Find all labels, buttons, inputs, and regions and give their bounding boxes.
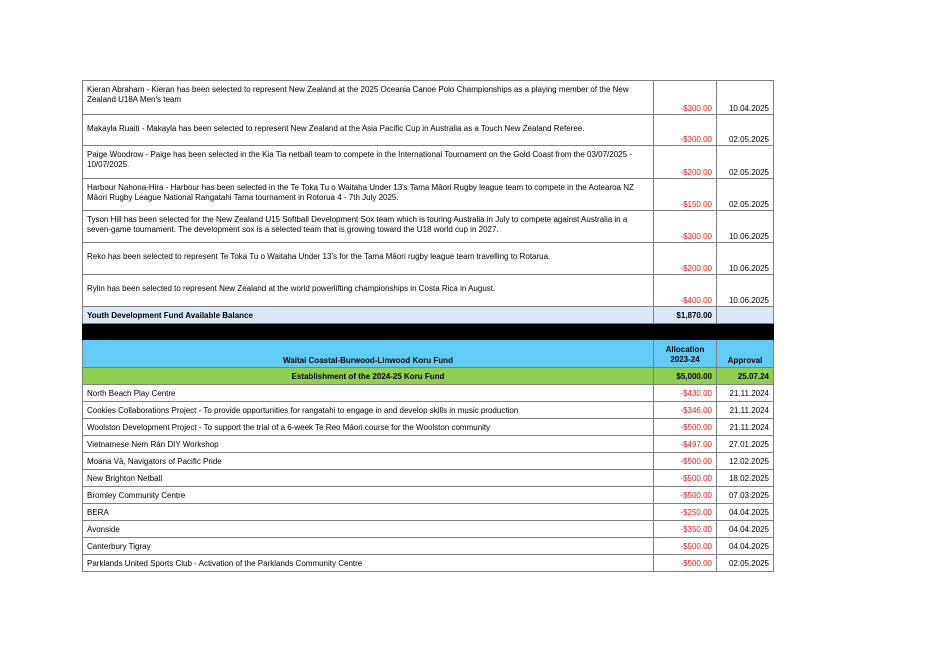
balance-row xyxy=(83,307,774,324)
balance-amount: $1,870.00 xyxy=(654,307,717,324)
allocation-year: 2023-24 xyxy=(670,355,700,364)
row-description: Canterbury Tigray xyxy=(83,538,654,555)
row-description: Reko has been selected to represent Te Toka Tu o Waitaha Under 13's for the Tama Māori rugby league team travelling to Rotarua. xyxy=(83,243,654,275)
row-amount: -$500.00 xyxy=(654,453,717,470)
establishment-amount: $5,000.00 xyxy=(654,368,717,385)
table-row xyxy=(83,538,774,555)
row-description: North Beach Play Centre xyxy=(83,385,654,402)
table-row xyxy=(83,243,774,275)
row-amount: -$200.00 xyxy=(654,146,717,179)
row-amount: -$500.00 xyxy=(654,555,717,572)
row-description: Avonside xyxy=(83,521,654,538)
row-description: Vietnamese Nem Rán DIY Workshop xyxy=(83,436,654,453)
row-date: 02.05.2025 xyxy=(717,179,774,211)
row-description: Cookies Collaborations Project - To provide opportunities for rangatahi to engage in and develop skills in music production xyxy=(83,402,654,419)
row-description: Woolston Development Project - To support the trial of a 6-week Te Reo Māori course for the Woolston community xyxy=(83,419,654,436)
table-row xyxy=(83,487,774,504)
row-description: Makayla Ruaiti - Makayla has been selected to represent New Zealand at the Asia Pacific Cup in Australia as a Touch New Zealand Referee. xyxy=(83,115,654,146)
fund-table xyxy=(82,80,774,572)
table-row xyxy=(83,385,774,402)
row-date: 04.04.2025 xyxy=(717,521,774,538)
koru-fund-title: Waitai Coastal-Burwood-Linwood Koru Fund xyxy=(83,340,654,368)
table-row xyxy=(83,402,774,419)
allocation-header xyxy=(654,340,717,368)
row-description: Harbour Nahona-Hira - Harbour has been selected in the Te Toka Tu o Waitaha Under 13's Tama Māori Rugby league team to compete in the Aotearoa NZ Māori Rugby League National Rangatahi Tama tournament in Rotorua 4 - 7th July 2025. xyxy=(83,179,654,211)
row-description: Moana Vā, Navigators of Pacific Pride xyxy=(83,453,654,470)
row-amount: -$500.00 xyxy=(654,538,717,555)
table-row xyxy=(83,275,774,307)
row-amount: -$500.00 xyxy=(654,487,717,504)
balance-empty-cell xyxy=(717,307,774,324)
row-amount: -$350.00 xyxy=(654,521,717,538)
row-description: Parklands United Sports Club - Activation of the Parklands Community Centre xyxy=(83,555,654,572)
allocation-label: Allocation xyxy=(665,345,705,354)
row-amount: -$300.00 xyxy=(654,211,717,243)
table-row xyxy=(83,146,774,179)
table-row xyxy=(83,521,774,538)
row-date: 04.04.2025 xyxy=(717,504,774,521)
establishment-row xyxy=(83,368,774,385)
row-description: Rylin has been selected to represent New Zealand at the world powerlifting championships in Costa Rica in August. xyxy=(83,275,654,307)
table-row xyxy=(83,211,774,243)
row-amount: -$500.00 xyxy=(654,470,717,487)
row-date: 10.04.2025 xyxy=(717,81,774,115)
table-row xyxy=(83,115,774,146)
row-amount: -$430.00 xyxy=(654,385,717,402)
row-date: 21.11.2024 xyxy=(717,385,774,402)
row-date: 02.05.2025 xyxy=(717,115,774,146)
row-description: Bromley Community Centre xyxy=(83,487,654,504)
row-date: 10.06.2025 xyxy=(717,243,774,275)
row-date: 27.01.2025 xyxy=(717,436,774,453)
row-amount: -$200.00 xyxy=(654,243,717,275)
row-description: New Brighton Netball xyxy=(83,470,654,487)
row-date: 21.11.2024 xyxy=(717,419,774,436)
row-amount: -$300.00 xyxy=(654,115,717,146)
table-row xyxy=(83,436,774,453)
table-row xyxy=(83,555,774,572)
row-amount: -$497.00 xyxy=(654,436,717,453)
row-description: Kieran Abraham - Kieran has been selected to represent New Zealand at the 2025 Oceania Canoe Polo Championships as a playing member of the New Zealand U18A Men's team xyxy=(83,81,654,115)
row-amount: -$500.00 xyxy=(654,419,717,436)
row-date: 21.11.2024 xyxy=(717,402,774,419)
separator-bar xyxy=(83,324,774,340)
establishment-date: 25.07.24 xyxy=(717,368,774,385)
table-row xyxy=(83,470,774,487)
row-description: Paige Woodrow - Paige has been selected in the Kia Tia netball team to compete in the International Tournament on the Gold Coast from the 03/07/2025 - 10/07/2025. xyxy=(83,146,654,179)
table-row xyxy=(83,81,774,115)
row-date: 10.06.2025 xyxy=(717,275,774,307)
row-date: 04.04.2025 xyxy=(717,538,774,555)
balance-label: Youth Development Fund Available Balance xyxy=(83,307,654,324)
koru-header-row xyxy=(83,340,774,368)
establishment-label: Establishment of the 2024-25 Koru Fund xyxy=(83,368,654,385)
row-description: Tyson Hill has been selected for the New Zealand U15 Softball Development Sox team which is touring Australia in July to compete against Australia in a seven-game tournament. The development sox is a selected team that is growing toward the U18 world cup in 2027. xyxy=(83,211,654,243)
approval-header: Approval xyxy=(717,340,774,368)
row-date: 02.05.2025 xyxy=(717,146,774,179)
row-amount: -$300.00 xyxy=(654,81,717,115)
table-row xyxy=(83,504,774,521)
row-description: BERA xyxy=(83,504,654,521)
row-date: 18.02.2025 xyxy=(717,470,774,487)
table-row xyxy=(83,179,774,211)
row-amount: -$150.00 xyxy=(654,179,717,211)
row-date: 02.05.2025 xyxy=(717,555,774,572)
row-amount: -$250.00 xyxy=(654,504,717,521)
table-row xyxy=(83,453,774,470)
table-row xyxy=(83,419,774,436)
row-date: 10.06.2025 xyxy=(717,211,774,243)
separator-row xyxy=(83,324,774,340)
row-amount: -$400.00 xyxy=(654,275,717,307)
row-amount: -$346.00 xyxy=(654,402,717,419)
row-date: 12.02.2025 xyxy=(717,453,774,470)
row-date: 07.03.2025 xyxy=(717,487,774,504)
